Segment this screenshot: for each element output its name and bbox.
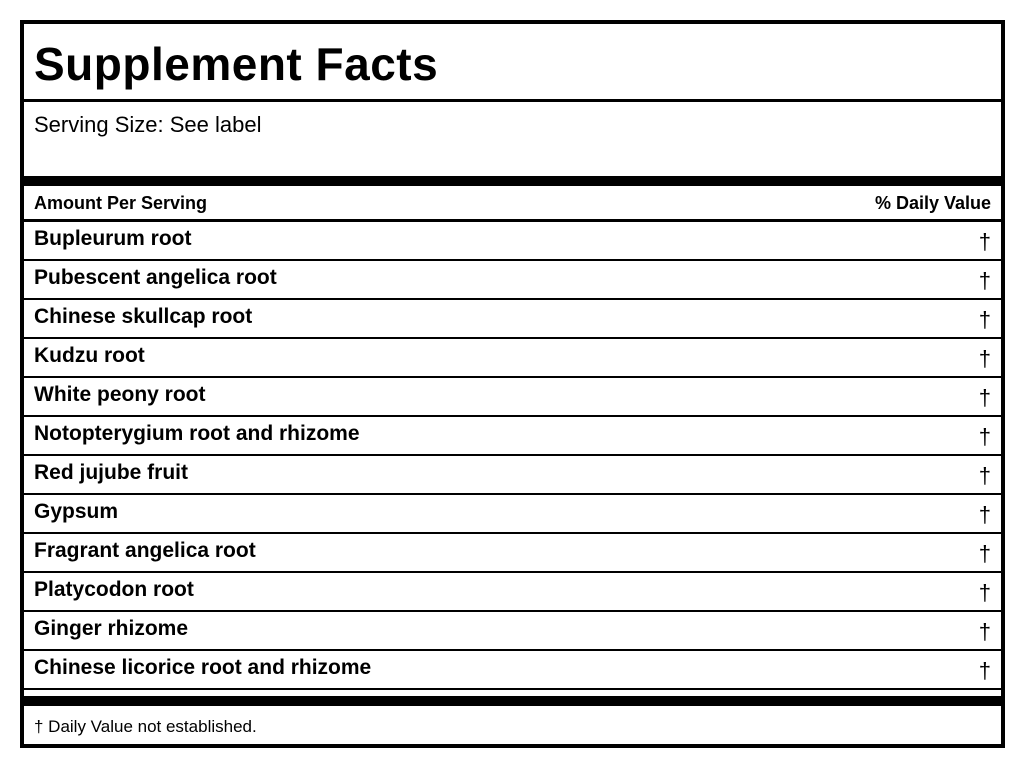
dagger-mark: † (978, 267, 991, 293)
ingredient-name: Chinese licorice root and rhizome (34, 656, 372, 679)
ingredient-name: Pubescent angelica root (34, 266, 277, 289)
dagger-mark: † (978, 618, 991, 644)
dagger-mark: † (978, 657, 991, 683)
dagger-mark: † (978, 462, 991, 488)
dagger-mark: † (978, 579, 991, 605)
ingredient-row (24, 339, 1001, 378)
dagger-mark: † (978, 345, 991, 371)
dagger-mark: † (978, 384, 991, 410)
dagger-mark: † (978, 306, 991, 332)
amount-per-serving-header: Amount Per Serving (34, 192, 208, 213)
ingredient-name: Platycodon root (34, 578, 194, 601)
ingredient-name: Chinese skullcap root (34, 305, 253, 328)
ingredient-list (24, 222, 1001, 690)
ingredient-name: Kudzu root (34, 344, 145, 367)
ingredient-name: Gypsum (34, 500, 119, 523)
panel-title: Supplement Facts (34, 37, 439, 90)
ingredient-row (24, 456, 1001, 495)
footnote-row (24, 706, 1001, 746)
ingredient-row (24, 495, 1001, 534)
ingredient-row (24, 612, 1001, 651)
ingredient-name: Notopterygium root and rhizome (34, 422, 360, 445)
ingredient-row (24, 261, 1001, 300)
serving-size: Serving Size: See label (34, 112, 262, 137)
supplement-facts-panel (20, 20, 1005, 748)
thick-divider-bottom (24, 696, 1001, 706)
ingredient-row (24, 534, 1001, 573)
ingredient-row (24, 417, 1001, 456)
dagger-mark: † (978, 540, 991, 566)
ingredient-name: White peony root (34, 383, 206, 406)
ingredient-row (24, 573, 1001, 612)
ingredient-name: Fragrant angelica root (34, 539, 256, 562)
ingredient-row (24, 378, 1001, 417)
dagger-mark: † (978, 501, 991, 527)
ingredient-name: Ginger rhizome (34, 617, 189, 640)
serving-size-row (24, 102, 1001, 176)
ingredient-row (24, 222, 1001, 261)
ingredient-row (24, 651, 1001, 690)
ingredient-name: Bupleurum root (34, 227, 192, 250)
column-header-row (24, 186, 1001, 222)
dagger-mark: † (978, 423, 991, 449)
thick-divider (24, 176, 1001, 186)
footnote: † Daily Value not established. (34, 716, 257, 736)
ingredient-row (24, 300, 1001, 339)
title-row (24, 24, 1001, 102)
ingredient-name: Red jujube fruit (34, 461, 188, 484)
daily-value-header: % Daily Value (874, 192, 991, 213)
dagger-mark: † (978, 228, 991, 254)
